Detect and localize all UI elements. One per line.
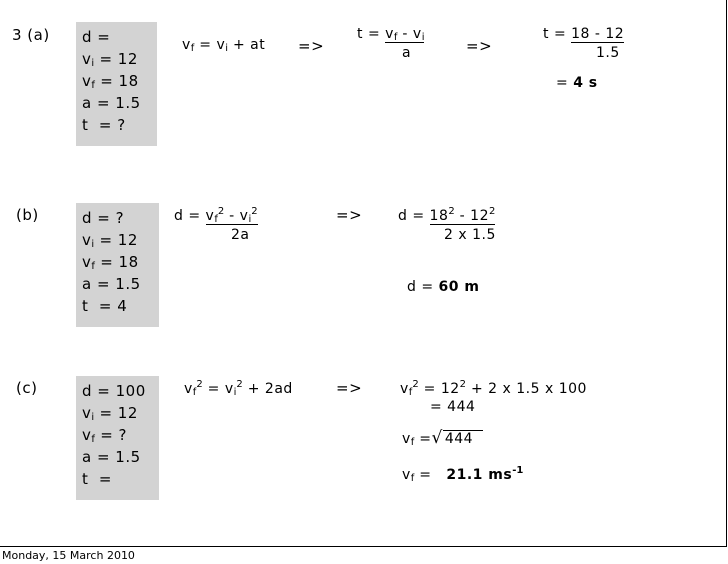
given-a: a = 1.5	[82, 94, 141, 112]
part-c-givens	[76, 376, 159, 500]
footer-date: Monday, 15 March 2010	[2, 549, 135, 562]
part-c-sub-line2: = 444	[430, 399, 476, 415]
part-c-root-value: 444	[443, 430, 483, 447]
given-vf: $v_f = 18$	[82, 253, 139, 272]
part-a-givens	[76, 22, 157, 146]
part-c-answer: $v_f = 21.1$ $ms^{-1}$	[402, 465, 524, 484]
part-a-rearranged-den: a	[402, 45, 412, 61]
part-b-arrow1: =>	[336, 206, 363, 224]
given-vi: $v_i = 12$	[82, 50, 138, 69]
given-vi: $v_i = 12$	[82, 404, 138, 423]
part-c-substitution: $v_f^2 = 12^2 + 2$ x 1.5 x 100	[400, 379, 587, 398]
given-vi: $v_i = 12$	[82, 231, 138, 250]
part-b-answer-value: 60 m	[438, 279, 480, 295]
part-b-formula: $d = v_f^2 - v_i^2$	[174, 206, 258, 225]
part-a-answer-value: 4 s	[573, 75, 598, 91]
part-b-answer: d = 60 m	[407, 279, 480, 295]
part-b-sub-den: 2 x 1.5	[444, 227, 496, 243]
part-c-label: (c)	[16, 379, 38, 397]
part-a-arrow1: =>	[298, 37, 325, 55]
part-b-label: (b)	[16, 206, 39, 224]
part-c-root: $v_f$ =√ 444	[402, 428, 483, 448]
part-c-arrow1: =>	[336, 379, 363, 397]
given-a: a = 1.5	[82, 275, 141, 293]
part-b-formula-den: 2a	[231, 227, 250, 243]
part-a-label: 3 (a)	[12, 26, 50, 44]
part-a-answer: = 4 s	[556, 75, 598, 91]
given-t: t = ?	[82, 116, 126, 134]
given-t: t =	[82, 470, 112, 488]
given-vf: $v_f = 18$	[82, 72, 139, 91]
part-b-givens	[76, 203, 159, 327]
given-t: t = 4	[82, 297, 128, 315]
part-a-substitution: t = 18 - 12	[543, 26, 625, 42]
part-a-arrow2: =>	[466, 37, 493, 55]
part-a-formula: $v_f = v_i$ + at	[182, 37, 266, 54]
part-b-substitution: $d = 18^2 - 12^2$	[398, 206, 496, 224]
given-vf: $v_f$ = ?	[82, 426, 127, 445]
given-a: a = 1.5	[82, 448, 141, 466]
part-c-formula: $v_f^2 = v_i^2 + 2ad$	[184, 379, 293, 398]
part-a-sub-den: 1.5	[596, 45, 620, 61]
given-d: d = 100	[82, 382, 146, 400]
given-d: d = ?	[82, 209, 125, 227]
part-a-sub-num: 18 - 12	[571, 26, 625, 42]
part-a-rearranged: $t = v_f - v_i$	[357, 26, 425, 43]
given-d: d =	[82, 28, 111, 46]
